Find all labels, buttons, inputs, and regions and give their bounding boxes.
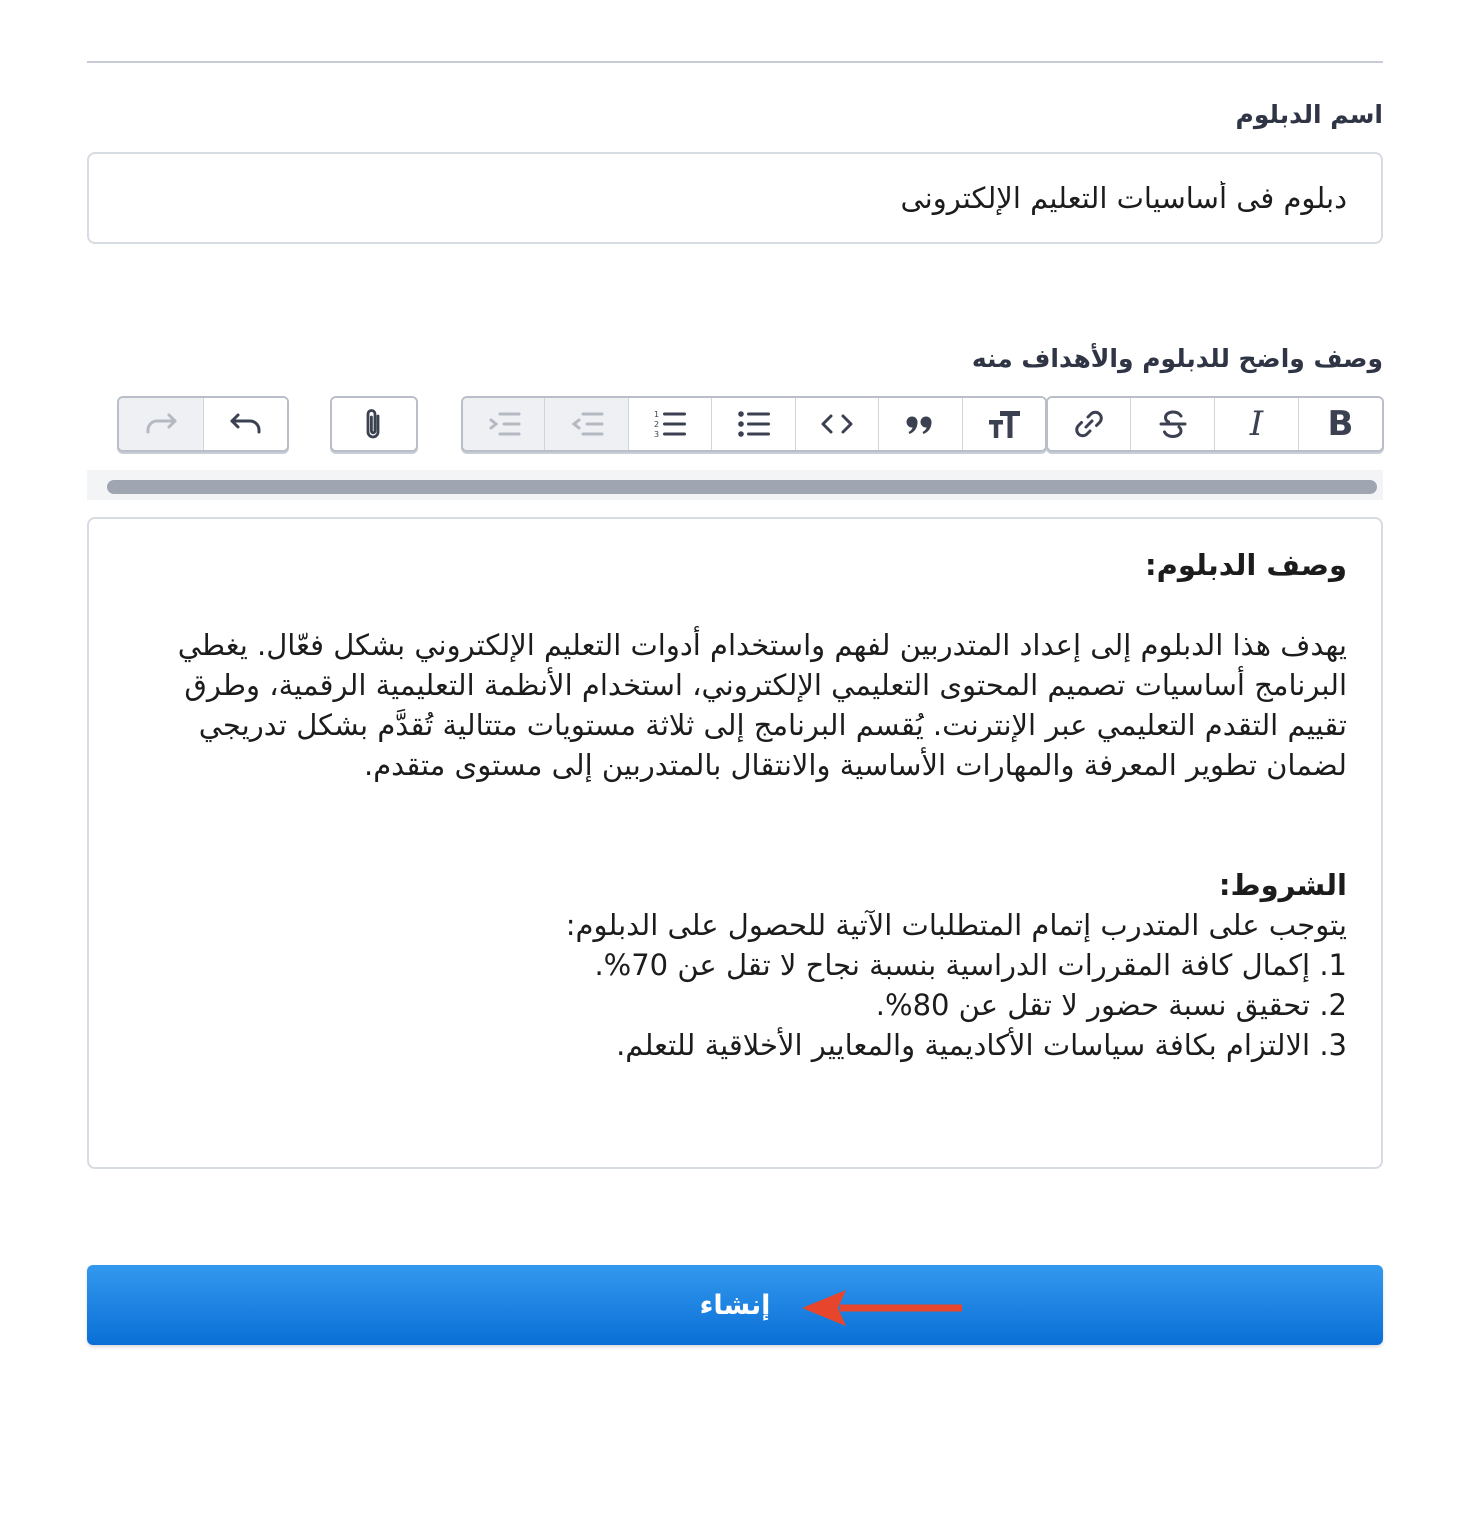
create-button[interactable] xyxy=(87,1265,1383,1345)
format-toolbar-group xyxy=(1046,396,1384,452)
conditions-heading: الشروط: xyxy=(1218,868,1347,902)
numbered-list-button[interactable] xyxy=(628,398,711,450)
condition-item: 1. إكمال كافة المقررات الدراسية بنسبة نجاح لا تقل عن 70%. xyxy=(594,948,1347,982)
condition-item: 3. الالتزام بكافة سياسات الأكاديمية والمعايير الأخلاقية للتعلم. xyxy=(616,1028,1347,1062)
decrease-indent-button[interactable] xyxy=(544,398,627,450)
quote-icon xyxy=(902,406,938,442)
heading-button[interactable] xyxy=(962,398,1045,450)
increase-indent-button[interactable] xyxy=(463,398,544,450)
description-editor[interactable] xyxy=(87,517,1383,1169)
redo-icon xyxy=(143,406,179,442)
italic-button[interactable] xyxy=(1214,398,1298,450)
attach-file-button[interactable] xyxy=(332,398,416,450)
italic-icon: I xyxy=(1249,404,1264,444)
redo-button[interactable] xyxy=(119,398,203,450)
bold-icon: B xyxy=(1327,404,1354,444)
top-divider xyxy=(87,61,1383,63)
strikethrough-icon xyxy=(1155,406,1191,442)
bold-button[interactable] xyxy=(1298,398,1382,450)
attach-toolbar-group xyxy=(330,396,418,452)
decrease-indent-icon xyxy=(569,406,605,442)
svg-text:3: 3 xyxy=(654,430,660,439)
numbered-list-icon xyxy=(652,406,688,442)
condition-item: 2. تحقيق نسبة حضور لا تقل عن 80%. xyxy=(875,988,1347,1022)
block-toolbar-group xyxy=(461,396,1047,452)
undo-button[interactable] xyxy=(203,398,287,450)
svg-text:2: 2 xyxy=(654,420,660,429)
heading-icon xyxy=(986,406,1022,442)
editor-content[interactable] xyxy=(117,545,1347,1065)
code-icon xyxy=(819,406,855,442)
description-heading: وصف الدبلوم: xyxy=(1144,548,1347,582)
bullet-list-icon xyxy=(736,406,772,442)
code-button[interactable] xyxy=(795,398,878,450)
paperclip-icon xyxy=(356,406,392,442)
strikethrough-button[interactable] xyxy=(1130,398,1214,450)
create-button-label: إنشاء xyxy=(699,1289,771,1321)
arrow-annotation-icon xyxy=(800,1288,965,1328)
increase-indent-icon xyxy=(486,406,522,442)
conditions-intro: يتوجب على المتدرب إتمام المتطلبات الآتية للحصول على الدبلوم: xyxy=(565,908,1347,942)
scrollbar-thumb[interactable] xyxy=(107,480,1377,494)
history-toolbar-group xyxy=(117,396,289,452)
toolbar-scrollbar[interactable] xyxy=(87,470,1383,500)
diploma-name-label: اسم الدبلوم xyxy=(1235,100,1383,129)
quote-button[interactable] xyxy=(878,398,961,450)
svg-text:1: 1 xyxy=(654,410,660,419)
diploma-description-label: وصف واضح للدبلوم والأهداف منه xyxy=(971,344,1383,373)
undo-icon xyxy=(228,406,264,442)
link-icon xyxy=(1071,406,1107,442)
diploma-name-input[interactable] xyxy=(87,152,1383,244)
bullet-list-button[interactable] xyxy=(711,398,794,450)
description-paragraph: يهدف هذا الدبلوم إلى إعداد المتدربين لفهم واستخدام أدوات التعليم الإلكتروني بشكل فعّال. يغطي البرنامج أساسيات تصميم المحتوى التعليمي الإلكتروني، استخدام الأنظمة التعليمية الرقمية، وطرق تقييم التقدم التعليمي عبر الإنترنت. يُقسم البرنامج إلى ثلاثة مستويات متتالية تُقدَّم بشكل تدريجي لضمان تطوير المعرفة والمهارات الأساسية والانتقال بالمتدربين إلى مستوى متقدم. xyxy=(177,628,1347,782)
link-button[interactable] xyxy=(1048,398,1130,450)
